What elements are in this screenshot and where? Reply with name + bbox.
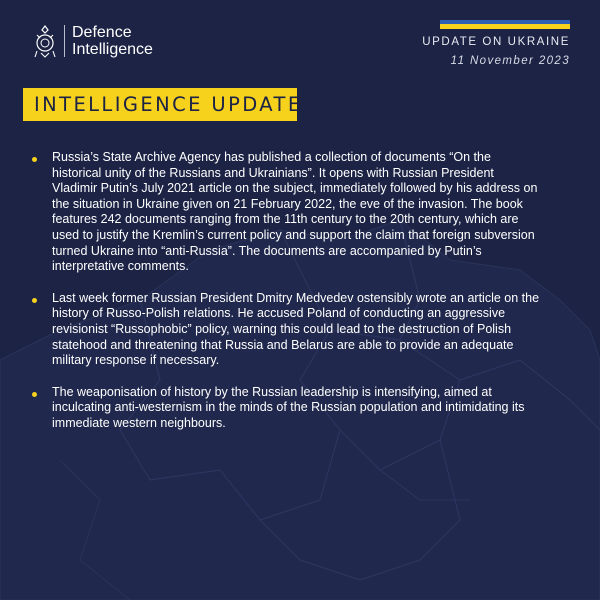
list-item	[32, 150, 542, 275]
logo-wordmark	[72, 24, 153, 58]
flag-yellow-stripe	[440, 24, 570, 29]
bullet-text: The weaponisation of history by the Russian leadership is intensifying, aimed at inculcating anti-westernism in the minds of the Russian population and intimidating its immediate western neighbours.	[52, 384, 525, 430]
list-item	[32, 385, 542, 432]
royal-crest-icon	[32, 24, 58, 58]
bullet-text: Russia’s State Archive Agency has published a collection of documents “On the historical unity of the Russians and Ukrainians”. It opens with Russian President Vladimir Putin’s July 2021 article on the subject, immediately followed by his address on the situation in Ukraine given on 21 February 2022, the eve of the invasion. The book features 242 documents ranging from the 11th century to the 20th century, which are used to justify the Kremlin’s current policy and support the claim that foreign subversion turned Ukraine into “anti-Russia”. The documents are accompanied by Putin’s interpretative comments.	[52, 150, 538, 274]
bullet-dot-icon	[32, 298, 37, 303]
logo-line-1: Defence	[72, 24, 132, 41]
list-item	[32, 291, 542, 369]
intelligence-update-banner	[23, 88, 303, 121]
ukraine-flag-strip	[440, 20, 570, 29]
logo-line-2: Intelligence	[72, 41, 153, 58]
bullet-text: Last week former Russian President Dmitry Medvedev ostensibly wrote an article on the history of Russo-Polish relations. He accused Poland of conducting an aggressive revisionist “Russophobic” policy, warning this could lead to the destruction of Polish statehood and threatening that Russia and Belarus are able to provide an adequate military response if necessary.	[52, 290, 540, 368]
banner-label: INTELLIGENCE UPDATE	[34, 93, 303, 116]
bullet-list	[32, 150, 542, 448]
bullet-dot-icon	[32, 157, 37, 162]
logo-divider	[64, 25, 65, 57]
update-title: UPDATE ON UKRAINE	[422, 36, 570, 48]
update-date: 11 November 2023	[450, 55, 570, 67]
bullet-dot-icon	[32, 392, 37, 397]
defence-intelligence-logo	[32, 24, 153, 58]
